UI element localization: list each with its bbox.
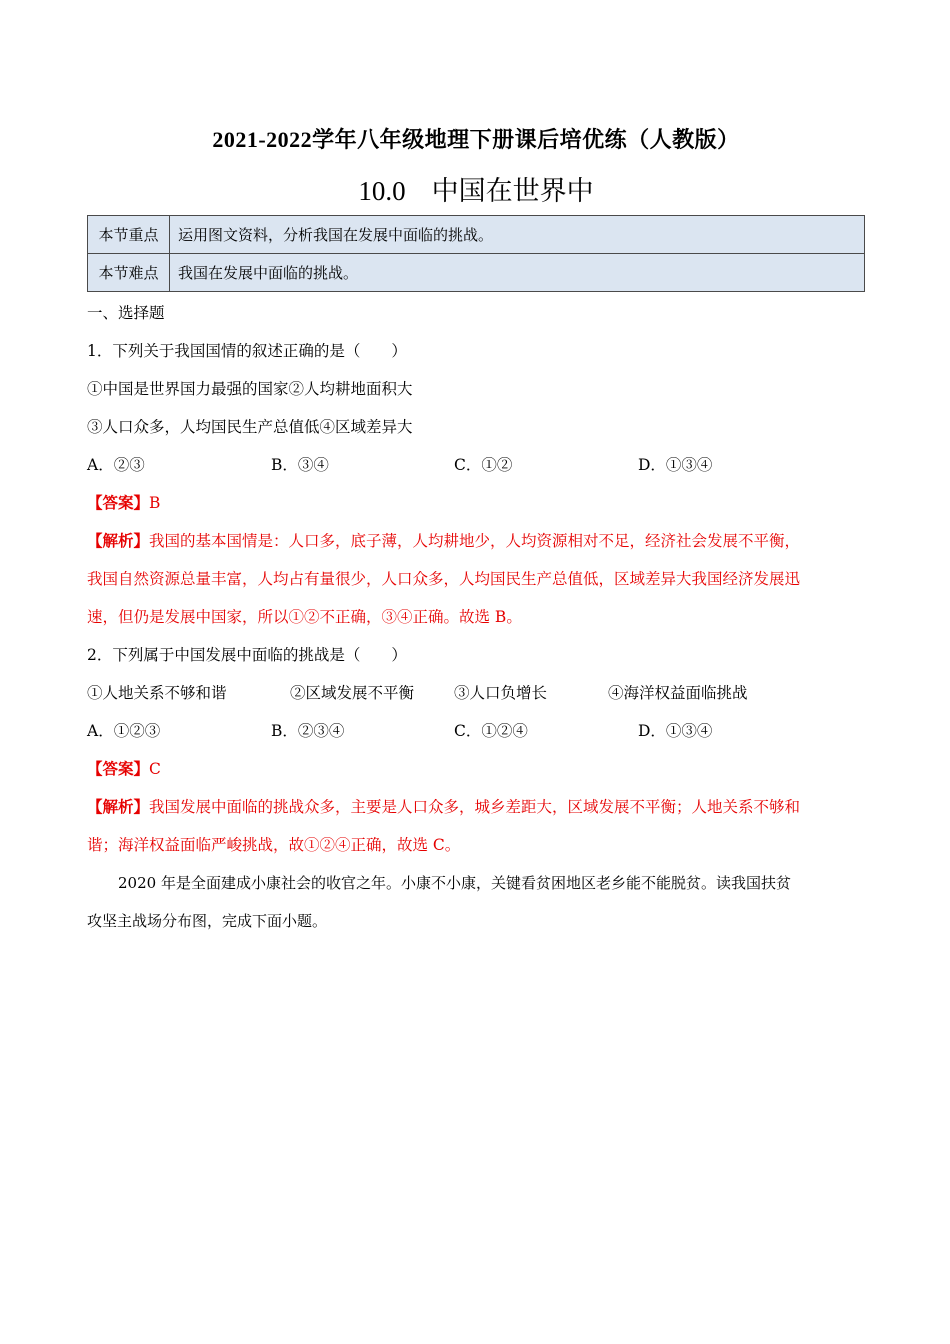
q2-answer-value: C <box>149 760 161 778</box>
q2-analysis-text-1: 我国发展中面临的挑战众多，主要是人口众多，城乡差距大，区域发展不平衡；人地关系不够和 <box>149 798 801 816</box>
q2-analysis-line-1 <box>87 796 800 818</box>
passage-line-2: 攻坚主战场分布图，完成下面小题。 <box>87 912 328 930</box>
q1-analysis-line-3: 速，但仍是发展中国家，所以①②不正确，③④正确。故选 B。 <box>87 608 522 626</box>
q1-option-b: B．③④ <box>271 456 329 474</box>
q2-statement-1: ①人地关系不够和谐 <box>87 684 227 702</box>
q2-answer-label: 【答案】 <box>87 759 150 778</box>
key-point-label: 本节重点 <box>88 216 170 254</box>
q2-stem: 2．下列属于中国发展中面临的挑战是（ ） <box>87 646 407 664</box>
q1-option-c: C．①② <box>454 456 513 474</box>
q2-option-c: C．①②④ <box>454 722 528 740</box>
q1-answer-label: 【答案】 <box>87 493 150 512</box>
q1-analysis-line-2: 我国自然资源总量丰富，人均占有量很少，人口众多，人均国民生产总值低，区域差异大我国经济发展迅 <box>87 570 801 588</box>
passage-line-1: 2020 年是全面建成小康社会的收官之年。小康不小康，关键看贫困地区老乡能不能脱贫。读我国扶贫 <box>118 874 791 892</box>
q1-answer <box>87 492 160 514</box>
q2-statement-4: ④海洋权益面临挑战 <box>608 684 748 702</box>
section-title <box>87 172 865 210</box>
q2-analysis-line-2: 谐；海洋权益面临严峻挑战，故①②④正确，故选 C。 <box>87 836 461 854</box>
table-row <box>88 254 865 292</box>
key-points-table <box>87 215 865 292</box>
q1-statement-2: ③人口众多，人均国民生产总值低④区域差异大 <box>87 418 413 436</box>
difficulty-label: 本节难点 <box>88 254 170 292</box>
q1-statement-1: ①中国是世界国力最强的国家②人均耕地面积大 <box>87 380 413 398</box>
q1-option-a: A．②③ <box>87 456 145 474</box>
table-row <box>88 216 865 254</box>
key-point-content: 运用图文资料，分析我国在发展中面临的挑战。 <box>170 216 865 254</box>
q2-answer <box>87 758 161 780</box>
q1-stem: 1．下列关于我国国情的叙述正确的是（ ） <box>87 342 407 360</box>
q1-answer-value: B <box>149 494 161 512</box>
q2-statement-2: ②区域发展不平衡 <box>290 684 415 702</box>
document-title: 2021-2022学年八年级地理下册课后培优练（人教版） <box>212 127 740 152</box>
q1-analysis-label: 【解析】 <box>87 531 150 550</box>
section-name: 中国在世界中 <box>431 176 594 206</box>
difficulty-content: 我国在发展中面临的挑战。 <box>170 254 865 292</box>
part-heading: 一、选择题 <box>87 304 165 322</box>
section-number: 10.0 <box>358 176 406 206</box>
q1-analysis-text-1: 我国的基本国情是：人口多，底子薄，人均耕地少，人均资源相对不足，经济社会发展不平衡， <box>149 532 801 550</box>
q2-option-a: A．①②③ <box>87 722 161 740</box>
q2-option-b: B．②③④ <box>271 722 345 740</box>
q2-analysis-label: 【解析】 <box>87 797 150 816</box>
q2-statement-3: ③人口负增长 <box>454 684 548 702</box>
q1-analysis-line-1 <box>87 530 800 552</box>
q1-option-d: D．①③④ <box>638 456 713 474</box>
q2-option-d: D．①③④ <box>638 722 713 740</box>
